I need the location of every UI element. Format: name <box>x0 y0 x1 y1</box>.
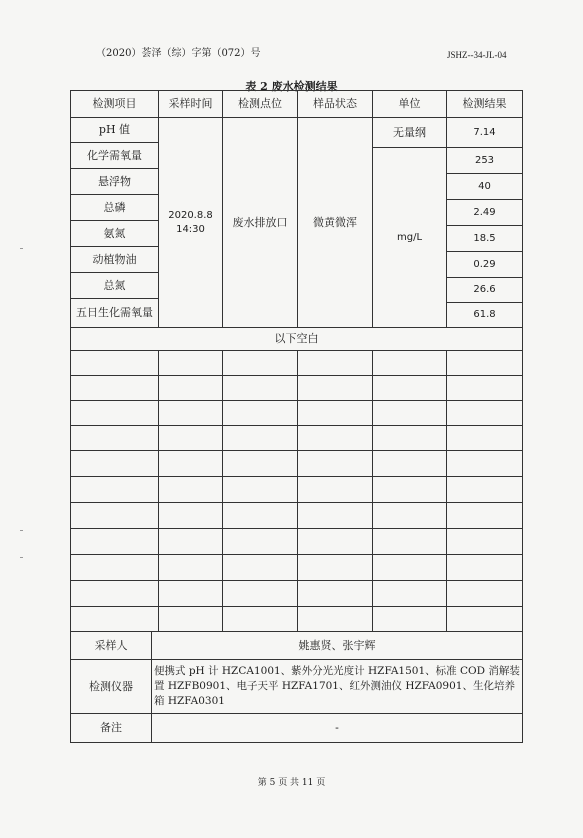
column-header: 样品状态 <box>313 97 357 110</box>
column-header: 检测项目 <box>92 97 137 110</box>
test-item: 五日生化需氧量 <box>76 306 153 319</box>
test-item: 悬浮物 <box>98 174 131 188</box>
blank-note: 以下空白 <box>274 332 319 345</box>
result-value: 253 <box>474 154 495 166</box>
test-item: 化学需氧量 <box>87 148 142 162</box>
column-header: 检测点位 <box>238 97 282 110</box>
result-value: 2.49 <box>473 206 496 218</box>
sample-point: 废水排放口 <box>232 215 288 229</box>
scan-mark <box>20 557 23 558</box>
sampler-value: 姚惠贤、张宇辉 <box>298 638 376 652</box>
instrument-value: 便携式 pH 计 HZCA1001、紫外分光光度计 HZFA1501、标准 COD 消解装置 HZFB0901、电子天平 HZFA1701、红外测油仪 HZFA0901、生化培养箱 HZFA0301 <box>154 665 520 707</box>
result-value: 40 <box>478 180 491 192</box>
sample-time: 2020.8.8 14:30 <box>168 209 213 235</box>
test-item: 氨氮 <box>103 226 126 240</box>
column-header: 检测结果 <box>462 97 507 110</box>
sample-state: 微黄微浑 <box>313 215 357 229</box>
remark-label: 备注 <box>100 721 122 734</box>
sampler-label: 采样人 <box>94 638 128 652</box>
result-value: 61.8 <box>473 309 496 320</box>
unit-mgl: mg/L <box>396 231 423 243</box>
test-item: 总氮 <box>103 278 126 292</box>
document-number: （2020）荟泽（综）字第（072）号 <box>96 48 261 59</box>
test-item: 总磷 <box>103 200 126 214</box>
page-footer: 第 5 页 共 11 页 <box>257 778 326 788</box>
scan-mark <box>20 248 23 249</box>
unit-ph: 无量纲 <box>393 125 426 139</box>
result-value: 7.14 <box>473 126 496 138</box>
result-value: 0.29 <box>473 258 496 270</box>
result-value: 18.5 <box>473 232 496 244</box>
scan-mark <box>20 530 23 531</box>
test-item: pH 值 <box>98 123 131 136</box>
result-value: 26.6 <box>473 284 496 295</box>
remark-value: - <box>335 721 339 734</box>
test-item: 动植物油 <box>92 252 137 266</box>
column-header: 单位 <box>398 97 421 110</box>
table-title: 表 2 废水检测结果 <box>245 80 338 93</box>
form-code: JSHZ--34-JL-04 <box>447 50 507 60</box>
column-header: 采样时间 <box>168 97 213 110</box>
instrument-label: 检测仪器 <box>89 679 133 693</box>
